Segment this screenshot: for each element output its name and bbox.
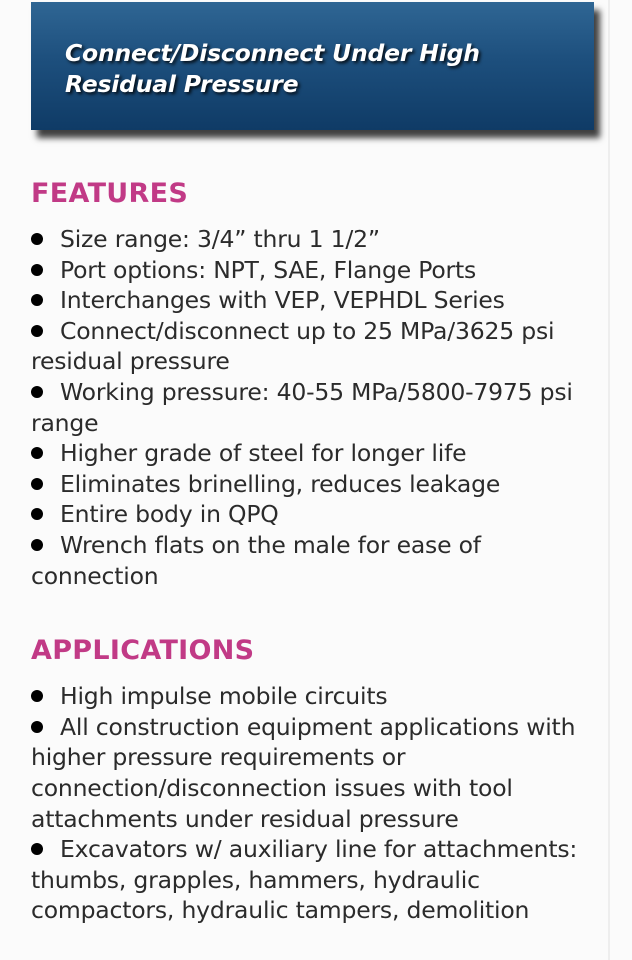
bullet-icon (31, 690, 43, 702)
features-list (31, 224, 601, 591)
applications-list (31, 681, 601, 926)
bullet-icon (31, 264, 43, 276)
bullet-icon (31, 294, 43, 306)
feature-text: Eliminates brinelling, reduces leakage (60, 469, 501, 498)
application-item (31, 681, 601, 712)
bullet-icon (31, 478, 43, 490)
bullet-icon (31, 447, 43, 459)
feature-item (31, 499, 601, 530)
feature-item (31, 530, 601, 591)
applications-heading: APPLICATIONS (31, 635, 255, 667)
feature-item (31, 285, 601, 316)
feature-text: Entire body in QPQ (60, 500, 279, 529)
bullet-icon (31, 721, 43, 733)
bullet-icon (31, 508, 43, 520)
bullet-icon (31, 539, 43, 551)
bullet-icon (31, 325, 43, 337)
page-edge (608, 0, 610, 960)
feature-item (31, 438, 601, 469)
application-text: Excavators w/ auxiliary line for attachments: thumbs, grapples, hammers, hydraulic compactors, hydraulic tampers, demolition (31, 835, 578, 925)
main-content (31, 172, 601, 926)
application-item (31, 834, 601, 926)
application-text: All construction equipment applications with higher pressure requirements or connection/disconnection issues with tool attachments under residual pressure (31, 712, 576, 833)
bullet-icon (31, 386, 43, 398)
bullet-icon (31, 843, 43, 855)
feature-item (31, 377, 601, 438)
title-banner (31, 2, 594, 130)
feature-text: Interchanges with VEP, VEPHDL Series (60, 286, 505, 315)
feature-text: Port options: NPT, SAE, Flange Ports (60, 255, 477, 284)
feature-item (31, 316, 601, 377)
bullet-icon (31, 233, 43, 245)
feature-item (31, 469, 601, 500)
feature-item (31, 224, 601, 255)
feature-text: Wrench flats on the male for ease of connection (31, 530, 481, 590)
feature-text: Higher grade of steel for longer life (60, 439, 467, 468)
feature-item (31, 255, 601, 286)
features-heading: FEATURES (31, 178, 189, 209)
application-text: High impulse mobile circuits (60, 682, 388, 711)
feature-text: Working pressure: 40-55 MPa/5800-7975 psi range (31, 377, 573, 437)
feature-text: Size range: 3/4” thru 1 1/2” (60, 225, 380, 253)
application-item (31, 712, 601, 834)
feature-text: Connect/disconnect up to 25 MPa/3625 psi residual pressure (31, 316, 555, 376)
banner-title: Connect/Disconnect Under High Residual Pressure (65, 39, 480, 98)
